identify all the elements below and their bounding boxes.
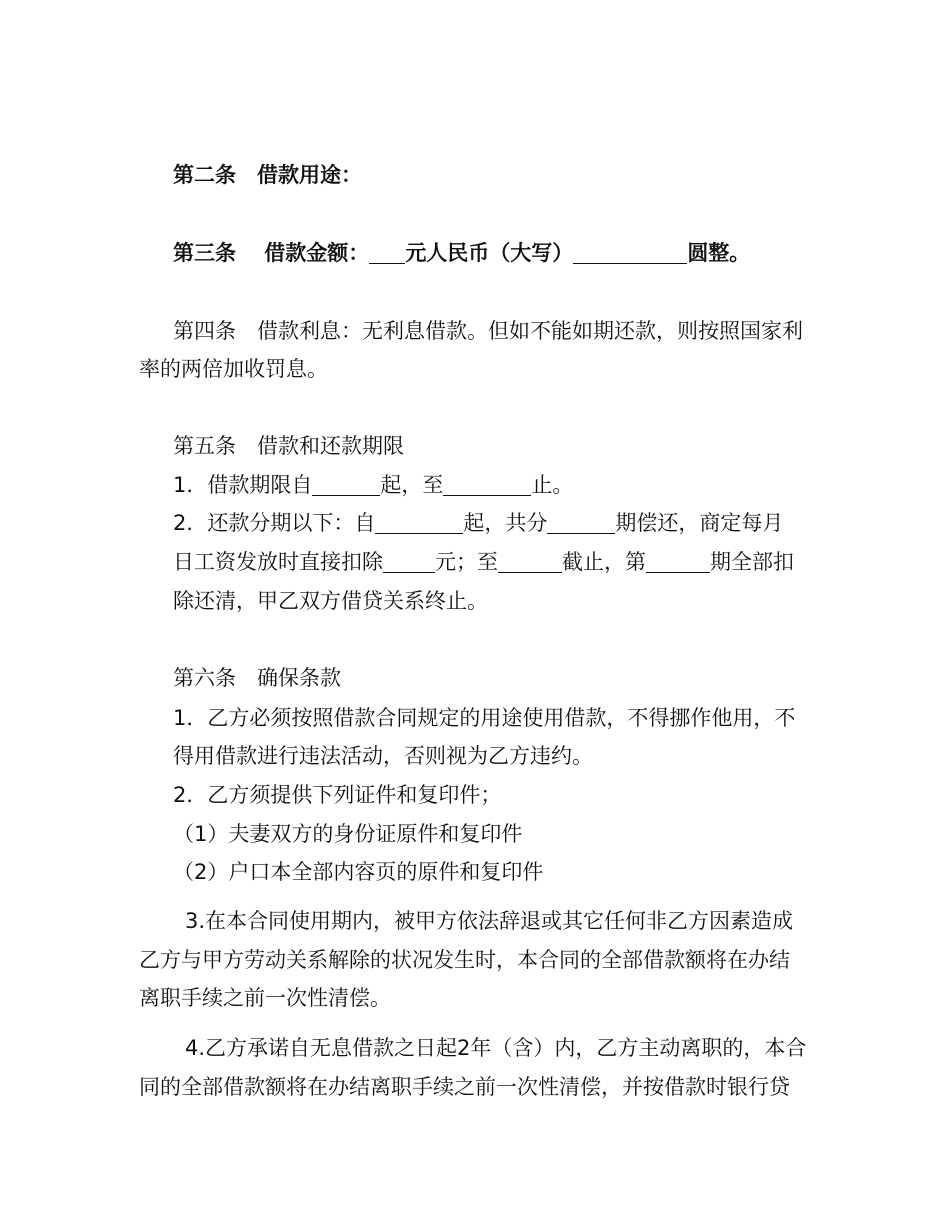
item-1-prefix: 1．借款期限自	[173, 473, 313, 497]
article-6-item-4-line-1: 4.乙方承诺自无息借款之日起2年（含）内，乙方主动离职的，本合	[185, 1036, 807, 1060]
item-2-line-2-mid-1: 元；至	[435, 550, 498, 574]
article-5-item-2-line-3: 除还清，甲乙双方借贷关系终止。	[173, 589, 488, 613]
article-6-item-3-line-1: 3.在本合同使用期内，被甲方依法辞退或其它任何非乙方因素造成	[185, 909, 794, 933]
article-6-item-4-line-2: 同的全部借款额将在办结离职手续之前一次性清偿，并按借款时银行贷	[139, 1075, 790, 1099]
article-6-item-3-line-2: 乙方与甲方劳动关系解除的状况发生时，本合同的全部借款额将在办结	[139, 948, 790, 972]
amount-number-blank	[369, 241, 405, 264]
article-6-item-2: 2．乙方须提供下列证件和复印件；	[173, 783, 502, 807]
article-5-item-1	[173, 471, 573, 499]
item-1-suffix: 止。	[531, 473, 574, 497]
item-2-line-2-prefix: 日工资发放时直接扣除	[173, 550, 383, 574]
article-6-item-2-sub-1: （1）夫妻双方的身份证原件和复印件	[173, 822, 523, 846]
item-2-line-2-mid-2: 截止，第	[562, 550, 646, 574]
article-4-line-1: 第四条 借款利息：无利息借款。但如不能如期还款，则按照国家利	[173, 319, 803, 343]
item-2-mid-2: 期偿还，商定每月	[615, 511, 784, 535]
loan-start-blank	[312, 473, 380, 496]
article-6-item-1-line-1: 1．乙方必须按照借款合同规定的用途使用借款，不得挪作他用，不	[173, 706, 796, 730]
article-3-heading: 第三条 借款金额：	[173, 241, 370, 265]
article-5-item-2-line-1	[173, 509, 783, 537]
article-3-line	[173, 239, 750, 267]
article-5-item-2-line-2	[173, 548, 794, 576]
item-2-mid-1: 起，共分	[463, 511, 548, 535]
article-6-heading: 第六条 确保条款	[173, 666, 341, 690]
article-3-suffix: 圆整。	[687, 241, 751, 265]
installment-start-blank	[375, 511, 463, 534]
article-3-unit: 元人民币（大写）	[405, 241, 574, 265]
deadline-blank	[498, 550, 562, 573]
item-2-prefix: 2．还款分期以下：自	[173, 511, 376, 535]
monthly-deduction-blank	[383, 550, 435, 573]
item-2-line-2-suffix: 期全部扣	[710, 550, 794, 574]
article-5-heading: 第五条 借款和还款期限	[173, 434, 404, 458]
loan-end-blank	[443, 473, 531, 496]
article-6-item-3-line-3: 离职手续之前一次性清偿。	[139, 986, 391, 1010]
amount-words-blank	[573, 241, 687, 264]
installment-count-blank	[547, 511, 615, 534]
article-2-heading: 第二条 借款用途：	[173, 163, 362, 187]
final-installment-blank	[646, 550, 710, 573]
article-6-item-2-sub-2: （2）户口本全部内容页的原件和复印件	[173, 860, 544, 884]
article-6-item-1-line-2: 得用借款进行违法活动，否则视为乙方违约。	[173, 744, 593, 768]
item-1-mid: 起，至	[380, 473, 444, 497]
article-4-line-2: 率的两倍加收罚息。	[139, 357, 328, 381]
